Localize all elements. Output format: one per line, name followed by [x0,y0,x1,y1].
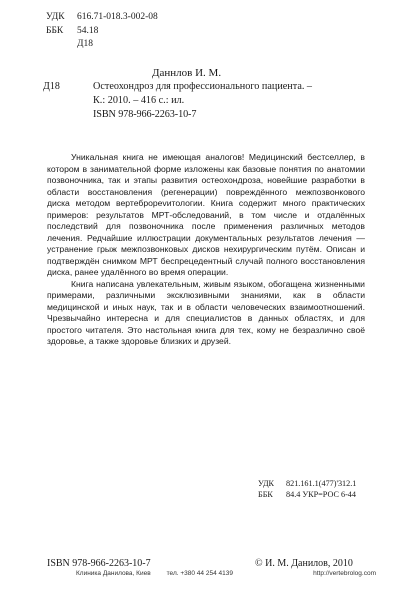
copyright-notice: © И. М. Данилов, 2010 [255,558,353,569]
book-title: Остеохондроз для профессионального пациента. – [93,81,313,92]
bbk-row [46,25,158,39]
bbk-bottom-row [258,489,356,500]
udk-bottom-value: 821.161.1(477)'312.1 [286,479,357,488]
classification-codes-top [46,11,158,52]
phone-number: тел. +380 44 254 4139 [166,570,233,577]
d18-row [46,38,158,52]
classification-codes-bottom [258,478,356,500]
udk-value: 616.71-018.3-002-08 [77,12,158,22]
d18-code: Д18 [77,39,93,49]
bibliographic-record [80,80,380,122]
isbn-line: ISBN 978-966-2263-10-7 [93,109,197,120]
bbk-bottom-value: 84.4 УКР=РОС 6-44 [286,490,356,499]
footer-contact [76,570,376,577]
author-name: Даннлов И. М. [152,67,222,79]
udk-bottom-label: УДК [258,479,275,488]
cutter-number: Д18 [43,81,60,92]
publication-info: К.: 2010. – 416 с.: ил. [93,95,185,106]
udk-row [46,11,158,25]
annotation-text [47,152,365,348]
isbn-footer: ISBN 978-966-2263-10-7 [47,558,151,569]
website-link[interactable]: http://vertebrolog.com [313,570,376,577]
bbk-bottom-label: ББК [258,490,273,499]
annotation-paragraph-2: Книга написана увлекательным, живым языком, обогащена жизненными примерами, различными эксклюзивными знаниями, как в области медицинской и иных наук, так и в области человеческих взаимоотношений. Чрезвычайно интересна и для специалистов в данных областях, и для простого читателя. Это настольная книга для тех, кому не безразлично своё здоровье, а также здоровье близких и друзей. [47,278,365,346]
bbk-label: ББК [46,25,64,36]
udk-bottom-row [258,478,356,489]
annotation-paragraph-1: Уникальная книга не имеющая аналогов! Медицинский бестселлер, в котором в занимательной форме изложены как базовые понятия по анатомии позвоночника, так и этапы развития остеохондроза, новейшие разработки в области восстановления (регенерации) повреждённого межпозвонкового диска методом вертеброрevитологии. Книга содержит много практических примеров: результатов МРТ-обследований, в том числе и отдалённых последствий для позвоночника после применения различных методов лечения. Редчайшие иллюстрации документальных результатов лечения — устранение грыж межпозвонковых дисков нехирургическим путём. Описан и подтверждён снимком МРТ беспрецедентный случай полного восстановления диска, ранее удалённого во время операции. [47,152,365,277]
udk-label: УДК [46,12,65,22]
bbk-value: 54.18 [77,25,99,36]
clinic-name: Клиника Данилова, Киев [76,570,151,577]
